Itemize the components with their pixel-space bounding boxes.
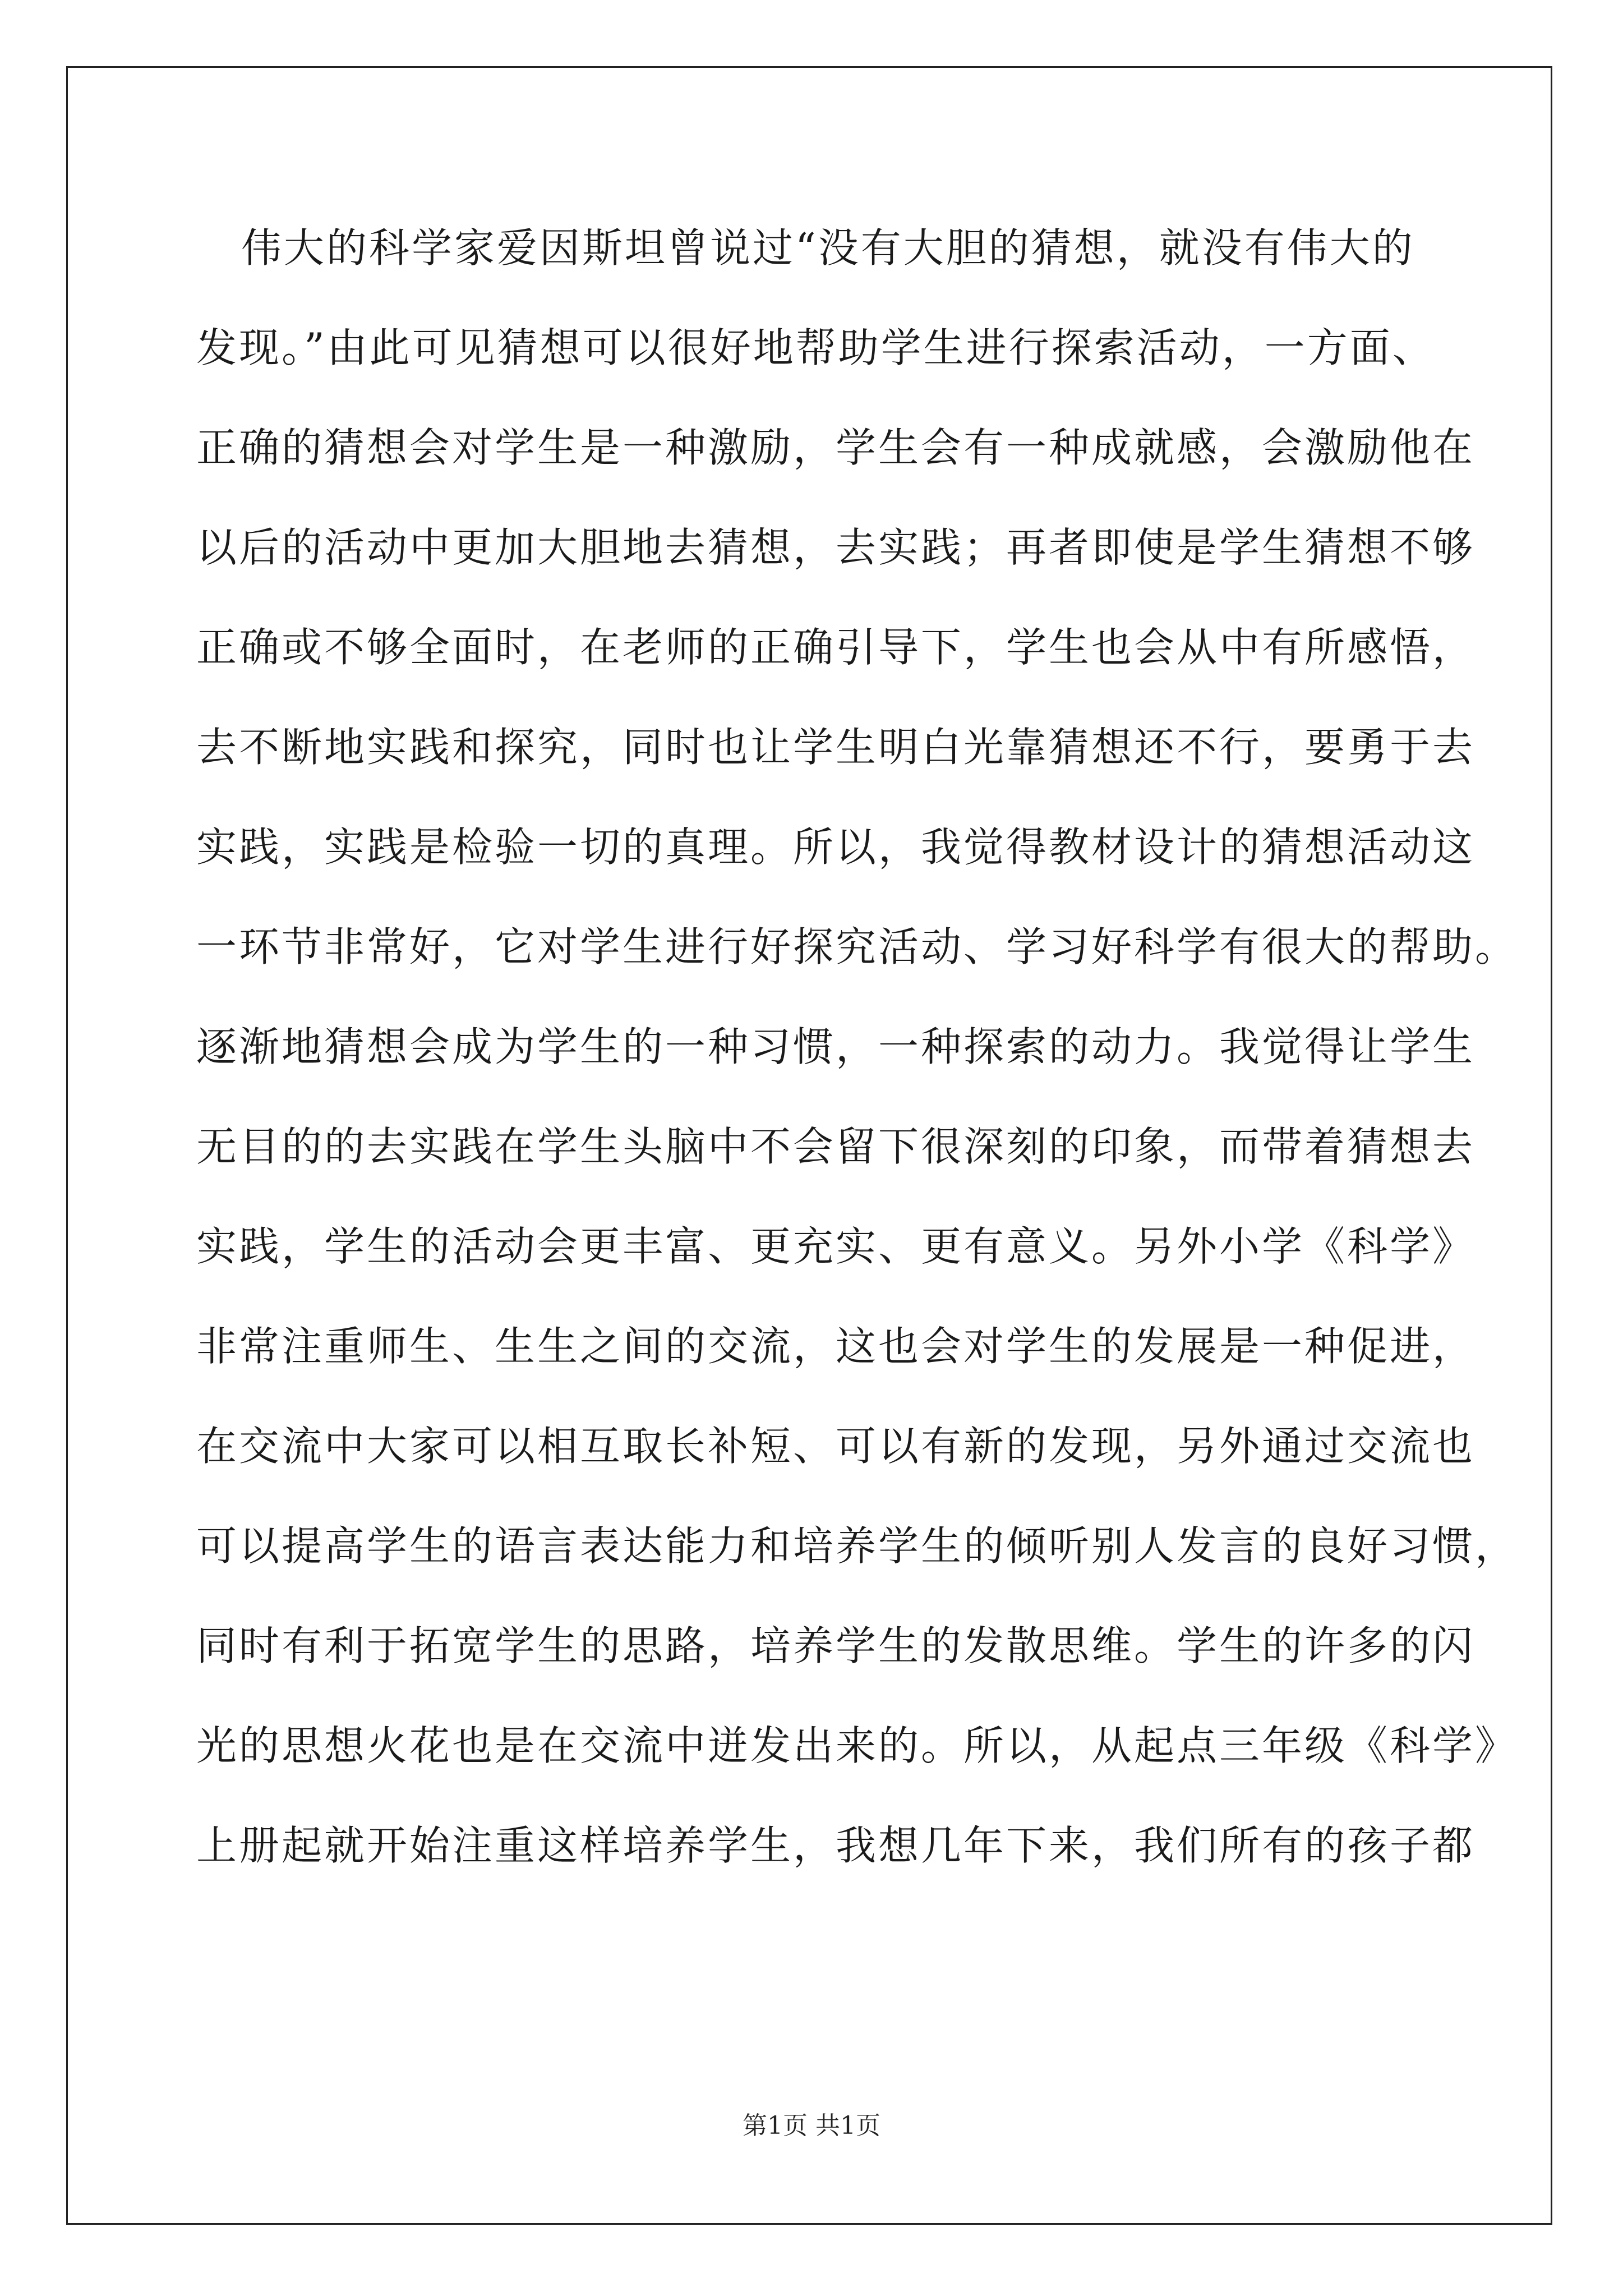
document-body	[196, 209, 1518, 1906]
paragraph-line: 上册起就开始注重这样培养学生，我想几年下来，我们所有的孩子都	[196, 1822, 1476, 1869]
page-number-footer: 第1页 共1页	[743, 2111, 880, 2140]
paragraph-line: 可以提高学生的语言表达能力和培养学生的倾听别人发言的良好习惯，	[196, 1522, 1518, 1570]
paragraph-line: 一环节非常好，它对学生进行好探究活动、学习好科学有很大的帮助。	[196, 923, 1518, 970]
paragraph-line: 实践，学生的活动会更丰富、更充实、更有意义。另外小学《科学》	[196, 1223, 1476, 1270]
paragraph-line: 发现。”由此可见猜想可以很好地帮助学生进行探索活动，一方面、	[196, 324, 1435, 371]
paragraph-line: 非常注重师生、生生之间的交流，这也会对学生的发展是一种促进，	[196, 1323, 1476, 1370]
paragraph-line: 正确的猜想会对学生是一种激励，学生会有一种成就感，会激励他在	[196, 424, 1476, 471]
paragraph-line: 正确或不够全面时，在老师的正确引导下，学生也会从中有所感悟，	[196, 624, 1476, 671]
paragraph-line: 在交流中大家可以相互取长补短、可以有新的发现，另外通过交流也	[196, 1423, 1476, 1470]
paragraph-line: 逐渐地猜想会成为学生的一种习惯，一种探索的动力。我觉得让学生	[196, 1023, 1476, 1070]
paragraph-line: 去不断地实践和探究，同时也让学生明白光靠猜想还不行，要勇于去	[196, 724, 1476, 771]
paragraph-line: 实践，实践是检验一切的真理。所以，我觉得教材设计的猜想活动这	[196, 823, 1476, 871]
paragraph-line: 无目的的去实践在学生头脑中不会留下很深刻的印象，而带着猜想去	[196, 1123, 1476, 1170]
paragraph-line: 同时有利于拓宽学生的思路，培养学生的发散思维。学生的许多的闪	[196, 1622, 1476, 1669]
paragraph-line: 光的思想火花也是在交流中迸发出来的。所以，从起点三年级《科学》	[196, 1722, 1518, 1769]
paragraph-line: 伟大的科学家爱因斯坦曾说过“没有大胆的猜想，就没有伟大的	[241, 224, 1415, 272]
paragraph-line: 以后的活动中更加大胆地去猜想，去实践；再者即使是学生猜想不够	[196, 524, 1476, 571]
